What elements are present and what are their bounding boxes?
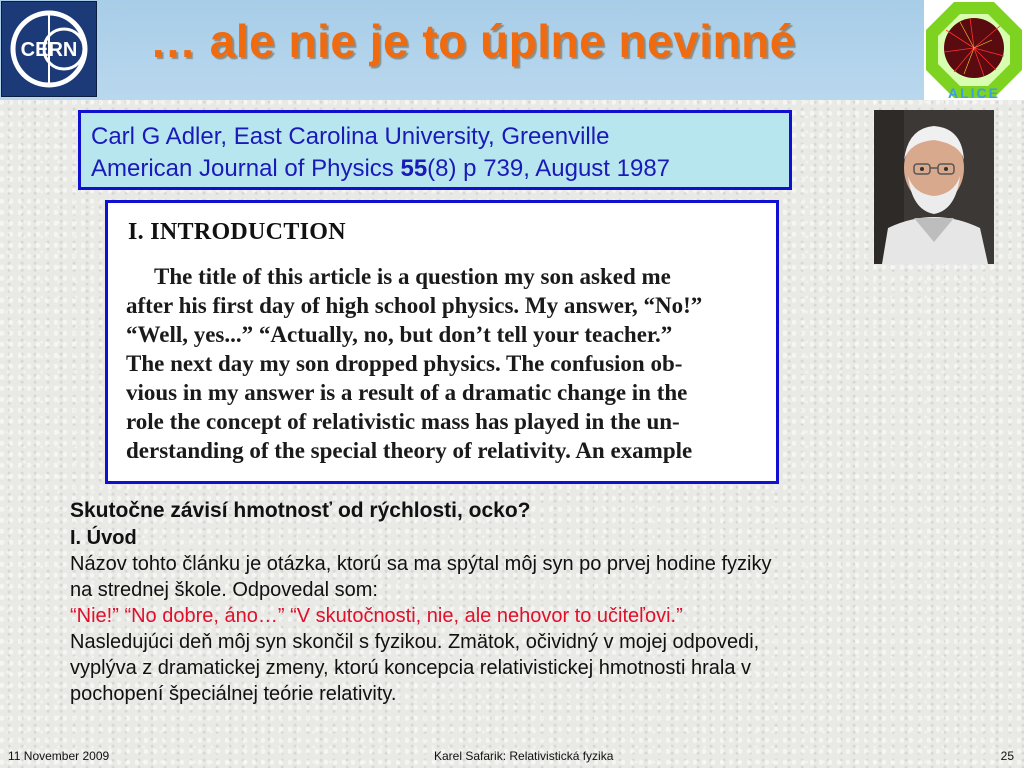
translated-paragraph-line: Nasledujúci deň môj syn skončil s fyzikou. Zmätok, očividný v mojej odpovedi, xyxy=(70,631,760,653)
alice-logo xyxy=(924,0,1024,100)
citation-journal-name: American Journal of Physics xyxy=(91,155,401,182)
slide-footer xyxy=(0,746,1024,768)
citation-box xyxy=(78,110,792,190)
translated-section-heading: I. Úvod xyxy=(70,527,137,549)
alice-logo-text: ALICE xyxy=(948,85,1000,100)
cern-logo xyxy=(1,1,97,97)
article-heading: I. INTRODUCTION xyxy=(128,219,346,245)
citation-journal xyxy=(91,153,779,185)
article-line: The next day my son dropped physics. The confusion ob- xyxy=(126,351,683,376)
cern-logo-graphic xyxy=(2,2,96,96)
translated-paragraph-line: Názov tohto článku je otázka, ktorú sa ma spýtal môj syn po prvej hodine fyziky xyxy=(70,553,772,575)
citation-author: Carl G Adler, East Carolina University, Greenville xyxy=(91,123,610,150)
article-line: role the concept of relativistic mass has played in the un- xyxy=(126,409,680,434)
article-line: vious in my answer is a result of a dramatic change in the xyxy=(126,380,688,405)
citation-issue: (8) p 739, August 1987 xyxy=(427,155,671,182)
translated-quote: “Nie!” “No dobre, áno…” “V skutočnosti, nie, ale nehovor to učiteľovi.” xyxy=(70,605,683,627)
citation-volume: 55 xyxy=(400,155,428,182)
article-excerpt xyxy=(105,200,779,484)
footer-presentation-title: Karel Safarik: Relativistická fyzika xyxy=(434,749,614,763)
footer-page-number: 25 xyxy=(1000,749,1014,763)
slide-title: … ale nie je to úplne nevinné xyxy=(150,15,796,67)
translation-text xyxy=(70,497,1010,707)
author-photo-graphic xyxy=(874,110,994,264)
translated-paragraph-line: pochopení špeciálnej teórie relativity. xyxy=(70,683,397,705)
article-line: derstanding of the special theory of relativity. An example xyxy=(126,438,693,463)
cern-logo-text: CERN xyxy=(20,39,78,61)
footer-date: 11 November 2009 xyxy=(8,749,110,763)
author-photo xyxy=(874,110,994,264)
article-line: The title of this article is a question my son asked me xyxy=(154,264,671,289)
translated-paragraph-line: vyplýva z dramatickej zmeny, ktorú koncepcia relativistickej hmotnosti hrala v xyxy=(70,657,751,679)
translated-paragraph-line: na strednej škole. Odpovedal som: xyxy=(70,579,378,601)
alice-logo-graphic xyxy=(924,0,1024,100)
article-line: after his first day of high school physics. My answer, “No!” xyxy=(126,293,703,318)
translated-title: Skutočne závisí hmotnosť od rýchlosti, ocko? xyxy=(70,499,531,522)
article-line: “Well, yes...” “Actually, no, but don’t tell your teacher.” xyxy=(126,322,673,347)
